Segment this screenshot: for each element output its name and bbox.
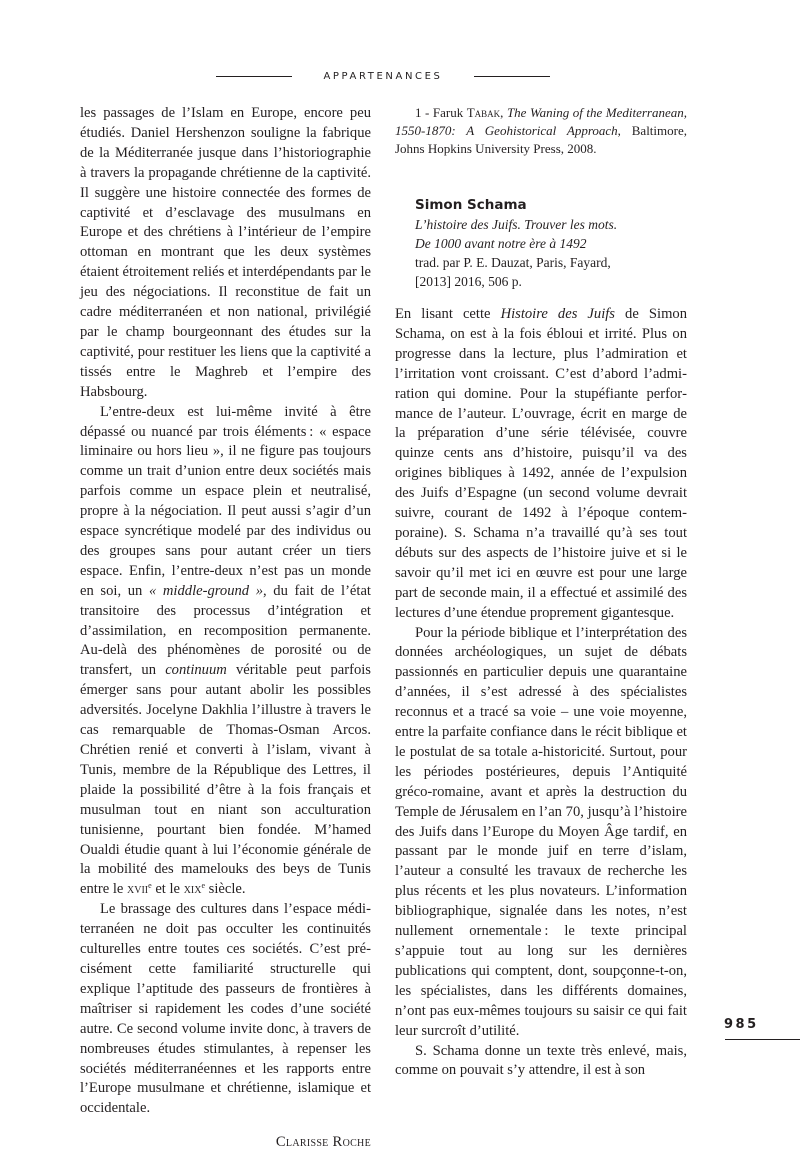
left-column	[80, 104, 371, 1153]
review-author: Simon Schama	[415, 197, 527, 213]
paragraph: L’entre-deux est lui-même invité à être dépassé ou nuancé par trois éléments : « espace liminaire ou hors lieu », il ne figure pas toujours comme un trait d’union entre deux sociétés mais parfois comme un espace plein et neutralisé, propre à la négociation. Il peut aussi s’agir d’un espace syncrétique modelé par des individus ou des groupes sans pour autant créer un tiers espace. Enfin, l’entre-deux n’est pas un monde en soi, un « middle-ground », du fait de l’état transitoire des processus d’intégration et d’assimilation, en recomposition permanente. Au-delà des phénomènes de porosité ou de transfert, un continuum véritable peut parfois émerger sans pour autant abolir les possibles adversités. Jocelyne Dakhlia l’illustre à travers le cas remarquable de Thomas-Osman Arcos. Chrétien renié et converti à l’islam, vivant à Tunis, membre de la République des Lettres, il plaide la possibilité d’être à la fois français et musulman tout en niant son acculturation tunisienne, pourtant bien fondée. M’hamed Oualdi étudie quant à lui l’économie générale de la mobilité des mamelouks des beys de Tunis entre le xvii$^e$ et le xix$^e$ siècle.	[80, 403, 371, 898]
page-number: 985	[724, 1017, 759, 1032]
running-head	[216, 68, 550, 84]
review-header	[395, 196, 687, 291]
footnote-author: Tabak	[466, 105, 501, 120]
paragraph: Pour la période biblique et l’interprétation des données archéologiques, un sujet de débats passionnés en particulier depuis une quarantaine d’années, il s’est adressé à des spécialistes reconnus et a tracé sa voie – une voie moyenne, entre la parfaite confiance dans le récit biblique et le postulat de sa totale a-historicité. Surtout, pour les périodes postérieures, depuis l’Antiquité gréco-romaine, avant et après la destruction du Temple de Jérusalem en l’an 70, jusqu’à l’histoire des Juifs dans l’Europe du Moyen Âge tardif, en passant par le monde juif en terre d’islam, l’auteur a consulté les travaux de recherche les plus récents et les plus novateurs. L’information bibliographique, signalée dans les notes, n’est nullement ornementale : le texte principal s’appuie tout au long sur les dernières publications qui comptent, dont, soupçonne-t-on, les spécialistes, dans les différents domaines, n’ont pas eux-mêmes toujours su saisir ce qui fait leur surcroît d’utilité.	[395, 624, 687, 1039]
italic-term: « middle-ground »	[148, 582, 264, 599]
paragraph: Le brassage des cultures dans l’espace méditerranéen ne doit pas occulter les continuités culturelles entre toutes ces sociétés. C’est précisément cette familiarité structurelle qui explique l’aptitude des passeurs de frontières à maîtriser si rapidement les codes d’une société autre. Ce second volume invite donc, à travers de nombreuses études stimulantes, à repenser les sociétés méditerranéennes et les rapports entre l’Europe musulmane et chrétienne, islamique et occidentale.	[80, 901, 371, 1117]
century-numeral: xvii	[127, 881, 149, 898]
italic-term: continuum	[165, 662, 227, 679]
running-head-rule-right	[474, 76, 550, 77]
review-body	[395, 305, 687, 1081]
footnote-title: The Waning of the Mediterranean, 1550-1870: A Geohistorical Approach	[395, 105, 687, 138]
page-number-rule	[725, 1039, 800, 1040]
review-title-line: L’histoire des Juifs. Trouver les mots.	[415, 217, 618, 232]
review-title-line: De 1000 avant notre ère à 1492	[415, 236, 587, 251]
paragraph: En lisant cette Histoire des Juifs de Simon Schama, on est à la fois ébloui et irrité. Plus on progresse dans la lecture, plus l’admiration et l’irritation vont croissant. C’est d’abord l’admiration qui domine. Pour la stupéfiante performance de l’auteur. L’ouvrage, écrit en marge de la préparation d’une série télévisée, couvre quinze cents ans d’histoire, puisqu’il va des origines bibliques à 1492, année de l’expulsion des Juifs d’Espagne (un second volume devrait suivre, courant de 1492 à l’époque contemporaine). S. Schama n’a travaillé qu’à ses tout débuts sur des aspects de l’histoire juive et si le savoir qu’il met ici en œuvre est pour une large part de seconde main, il a effectué et assimilé des lectures d’une étendue proprement gigantesque.	[395, 306, 688, 621]
italic-term: Histoire des Juifs	[500, 306, 615, 322]
paragraph: les passages de l’Islam en Europe, encore peu étudiés. Daniel Hershenzon souligne la fabrique de la Méditerranée jusque dans l’historiographie à travers la propagande chrétienne de la captivité. Il suggère une histoire connectée des formes de captivité et d’esclavage des musulmans en Europe et des chrétiens à l’intérieur de l’empire ottoman en montrant que les deux systèmes étaient étroitement reliés et interdépendants par le jeu des négociations. Il reconstitue de fait un cadre méditerranéen et non national, privilégié par le champ bourgeonnant des études sur la captivité, pour restituer les liens que la captivité a tissés entre le Maghreb et l’empire des Habsbourg.	[80, 105, 371, 400]
running-head-rule-left	[216, 76, 292, 77]
paragraph: S. Schama donne un texte très enlevé, mais, comme on pouvait s’y attendre, il est à son	[395, 1042, 687, 1079]
footnote: 1 - Faruk Tabak, The Waning of the Mediterranean, 1550-1870: A Geohistorical Approach, Baltimore, Johns Hopkins University Press, 2008.	[395, 105, 687, 156]
review-signature: Clarisse Roche	[275, 1134, 371, 1151]
review-publication-line: [2013] 2016, 506 p.	[415, 274, 522, 289]
review-publication-line: trad. par P. E. Dauzat, Paris, Fayard,	[415, 255, 611, 270]
right-column	[395, 104, 687, 1081]
century-numeral: xix	[183, 881, 202, 898]
running-head-title: APPARTENANCES	[323, 70, 443, 82]
